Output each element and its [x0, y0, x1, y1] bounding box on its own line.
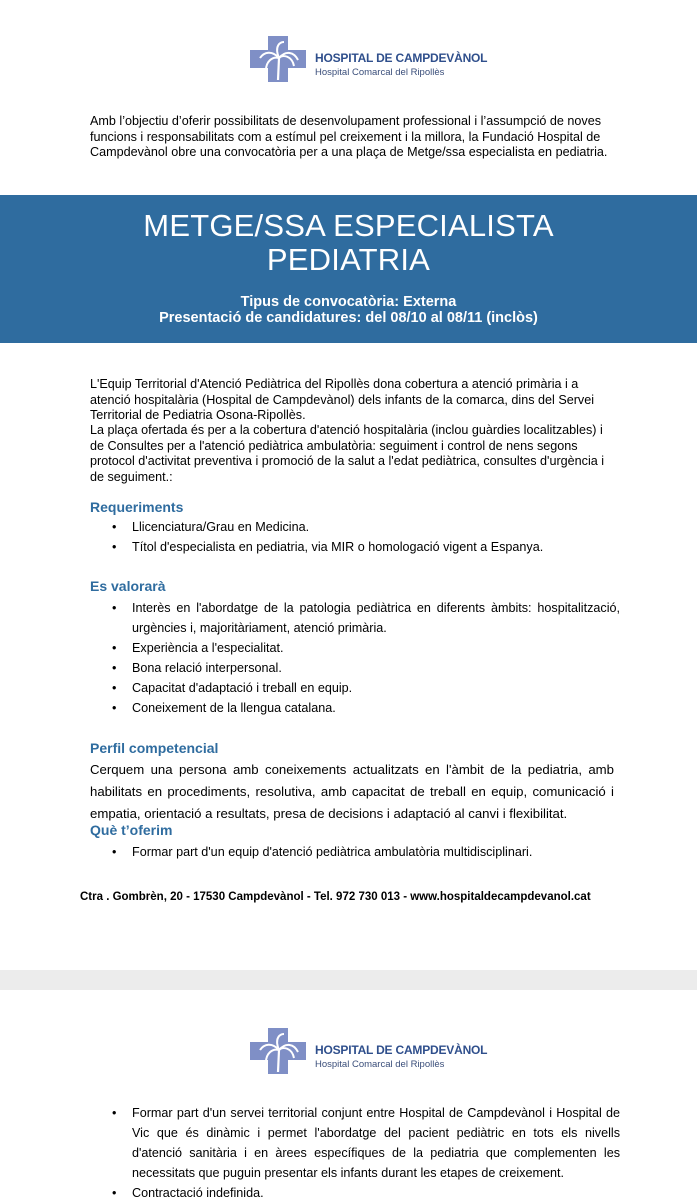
banner-call-type: Tipus de convocatòria: Externa: [240, 294, 457, 310]
description-paragraph-1: L'Equip Territorial d'Atenció Pediàtrica del Ripollès dona cobertura a atenció primària i a atenció hospitalària (Hospital de Campdevànol) dels infants de la comarca, dins del Servei Territorial de Pediatria Osona-Ripollès.: [90, 377, 595, 422]
banner-title-line1: METGE/SSA ESPECIALISTA: [143, 208, 554, 243]
list-item: • Títol d'especialista en pediatria, via MIR o homologació vigent a Espanya.: [90, 537, 620, 557]
hospital-cross-palm-icon: [250, 36, 310, 82]
list-item: • Interès en l'abordatge de la patologia pediàtrica en diferents àmbits: hospitalització, urgències i, majoritàriament, atenció primària.: [90, 598, 620, 638]
profile-paragraph: Cerquem una persona amb coneixements actualitzats en l'àmbit de la pediatria, amb habilitats en procediments, resolutiva, amb capacitat de treball en equip, comunicació i empatia, orientació a resultats, presa de decisions i adaptació al canvi i flexibilitat.: [90, 762, 614, 821]
banner-title-line2: PEDIATRIA: [266, 242, 431, 277]
page-separator: [0, 970, 697, 990]
list-item: • Formar part d'un servei territorial conjunt entre Hospital de Campdevànol i Hospital de Vic que és dinàmic i permet l'abordatge del pacient pediàtric en tots els nivells d'atenció sanitària i en àrees específiques de la pediatria que complementen les necessitats que puguin presentar els infants durant les etapes de creixement.: [90, 1103, 620, 1183]
list-item: • Coneixement de la llengua catalana.: [90, 698, 620, 718]
list-item: • Contractació indefinida.: [90, 1183, 620, 1203]
profile-heading: Perfil competencial: [90, 740, 219, 756]
description-paragraph-2: La plaça ofertada és per a la cobertura d'atenció hospitalària (inclou guàrdies localitzables) i de Consultes per a l'atenció pediàtrica ambulatòria: seguiment i control de nens segons protocol d'activitat preventiva i promoció de la salut a l'edat pediàtrica, consultes d'urgència i de seguiment.:: [90, 423, 605, 484]
valued-heading: Es valorarà: [90, 578, 166, 594]
document-page-2: [0, 990, 697, 1200]
valued-list: [90, 598, 620, 718]
logo-subtitle: Hospital Comarcal del Ripollès: [315, 67, 445, 78]
footer-contact: Ctra . Gombrèn, 20 - 17530 Campdevànol - Tel. 972 730 013 - www.hospitaldecampdevanol.cat: [80, 891, 591, 903]
offer-list-continued: [90, 1103, 620, 1203]
banner-dates: Presentació de candidatures: del 08/10 al 08/11 (inclòs): [159, 310, 538, 326]
logo-name: HOSPITAL DE CAMPDEVÀNOL: [315, 1043, 488, 1057]
title-banner: [0, 195, 697, 343]
list-item: • Capacitat d'adaptació i treball en equip.: [90, 678, 620, 698]
list-item: • Llicenciatura/Grau en Medicina.: [90, 517, 620, 537]
list-item: • Bona relació interpersonal.: [90, 658, 620, 678]
list-item: • Formar part d'un equip d'atenció pediàtrica ambulatòria multidisciplinari.: [90, 842, 620, 862]
logo-subtitle: Hospital Comarcal del Ripollès: [315, 1059, 445, 1070]
list-item: • Experiència a l'especialitat.: [90, 638, 620, 658]
intro-paragraph: Amb l’objectiu d’oferir possibilitats de desenvolupament professional i l’assumpció de noves funcions i responsabilitats com a estímul pel creixement i la millora, la Fundació Hospital de Campdevànol obre una convocatòria per a una plaça de Metge/ssa especialista en pediatria.: [90, 114, 608, 159]
hospital-cross-palm-icon: [250, 1028, 310, 1074]
offer-heading: Què t’oferim: [90, 822, 173, 838]
requirements-heading: Requeriments: [90, 499, 184, 515]
requirements-list: [90, 517, 620, 557]
logo-name: HOSPITAL DE CAMPDEVÀNOL: [315, 51, 488, 65]
offer-list: [90, 842, 620, 862]
hospital-logo: [250, 1028, 488, 1074]
hospital-logo: [250, 36, 488, 82]
